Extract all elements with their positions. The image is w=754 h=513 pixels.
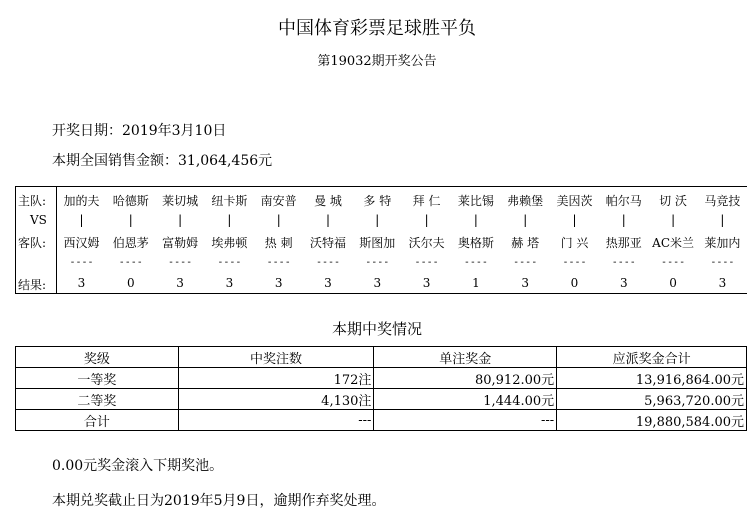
home-team: 南安普: [260, 194, 297, 208]
dash-separator: ----: [168, 257, 193, 268]
away-team: 热 刺: [264, 236, 293, 250]
home-team: 弗赖堡: [507, 194, 544, 208]
vs-divider: |: [324, 213, 332, 227]
dash-separator: ----: [365, 257, 390, 268]
prize-level: 一等奖: [16, 368, 179, 389]
issue-subtitle: 第19032期开奖公告: [317, 54, 437, 69]
match-column: [649, 187, 698, 293]
home-team-row-label: 主队:: [18, 194, 47, 208]
vs-divider: |: [570, 213, 579, 227]
away-team: AC米兰: [652, 236, 695, 250]
home-team: 切 沃: [659, 194, 687, 208]
vs-divider: |: [373, 213, 381, 227]
match-result: 0: [669, 276, 677, 290]
match-column: [106, 187, 155, 293]
away-team: 斯图加: [359, 236, 396, 250]
vs-divider: |: [669, 213, 677, 227]
match-result: 3: [77, 276, 86, 290]
unit-prize: 80,912.00元: [374, 368, 557, 389]
total-prize: 13,916,864.00元: [557, 368, 747, 389]
match-result: 3: [324, 276, 332, 290]
away-team: 伯恩茅: [112, 236, 149, 250]
table-row: [16, 389, 747, 410]
vs-divider: |: [718, 213, 726, 227]
home-team: 莱比锡: [457, 194, 494, 208]
vs-divider: |: [176, 213, 184, 227]
home-team: 纽卡斯: [211, 194, 248, 208]
vs-divider: |: [620, 213, 628, 227]
unit-prize: ---: [374, 410, 557, 431]
away-team: 热那亚: [605, 236, 642, 250]
claim-deadline-note: 本期兑奖截止日为2019年5月9日，逾期作弃奖处理。: [52, 493, 386, 509]
dash-separator: ----: [118, 257, 143, 268]
table-row-total: [16, 410, 747, 431]
match-column: [501, 187, 550, 293]
dash-separator: ----: [661, 257, 686, 268]
dash-separator: ----: [69, 257, 94, 268]
vs-divider: |: [225, 213, 233, 227]
home-team: 帕尔马: [605, 194, 642, 208]
match-column: [254, 187, 303, 293]
match-column: [304, 187, 353, 293]
away-team: 西汉姆: [63, 236, 100, 250]
match-column: [451, 187, 500, 293]
dash-separator: ----: [562, 257, 587, 268]
home-team: 多 特: [363, 194, 392, 208]
dash-separator: ----: [611, 257, 636, 268]
vs-divider: |: [472, 213, 480, 227]
vs-divider: |: [422, 213, 431, 227]
away-team: 门 兴: [560, 236, 589, 250]
vs-row-label: VS: [30, 213, 47, 227]
home-team: 加的夫: [63, 194, 100, 208]
home-team: 马竞技: [704, 194, 741, 208]
column-header-count: 中奖注数: [178, 347, 374, 368]
match-result: 3: [521, 276, 529, 290]
away-team: 沃尔夫: [408, 236, 445, 250]
sales-amount: 本期全国销售金额：31,064,456元: [52, 153, 273, 169]
match-result: 3: [422, 276, 431, 290]
page-title: 中国体育彩票足球胜平负: [278, 18, 476, 39]
match-result: 3: [619, 276, 628, 290]
column-header-level: 奖级: [16, 347, 179, 368]
match-column: [550, 187, 599, 293]
match-column: [57, 187, 106, 293]
home-team: 莱切城: [162, 194, 199, 208]
prize-level: 二等奖: [16, 389, 179, 410]
away-team-row-label: 客队:: [18, 236, 47, 250]
dash-separator: ----: [414, 257, 439, 268]
winner-count: 172注: [178, 368, 374, 389]
prize-table: [15, 346, 747, 431]
match-column: [353, 187, 402, 293]
match-result: 3: [225, 276, 234, 290]
total-prize: 19,880,584.00元: [557, 410, 747, 431]
match-result: 3: [274, 276, 283, 290]
dash-separator: ----: [463, 257, 488, 268]
home-team: 哈德斯: [112, 194, 149, 208]
winner-count: 4,130注: [178, 389, 374, 410]
vs-divider: |: [127, 213, 135, 227]
match-column: [402, 187, 451, 293]
prize-section-heading: 本期中奖情况: [331, 320, 422, 338]
dash-separator: ----: [513, 257, 538, 268]
home-team: 美因茨: [556, 194, 593, 208]
away-team: 沃特福: [309, 236, 346, 250]
result-row-label: 结果:: [18, 278, 47, 292]
match-column: [698, 187, 747, 293]
match-column: [156, 187, 205, 293]
away-team: 奥格斯: [457, 236, 494, 250]
winner-count: ---: [178, 410, 374, 431]
match-result: 3: [373, 276, 382, 290]
vs-divider: |: [77, 213, 86, 227]
total-prize: 5,963,720.00元: [557, 389, 747, 410]
match-column: [205, 187, 254, 293]
match-result: 3: [176, 276, 184, 290]
away-team: 富勒姆: [162, 236, 199, 250]
dash-separator: ----: [315, 257, 341, 268]
dash-separator: ----: [266, 257, 291, 268]
dash-separator: ----: [710, 257, 735, 268]
match-result: 1: [472, 276, 480, 290]
vs-divider: |: [275, 213, 283, 227]
home-team: 曼 城: [314, 194, 342, 208]
column-header-total-prize: 应派奖金合计: [557, 347, 747, 368]
match-result: 0: [570, 276, 579, 290]
match-column: [599, 187, 648, 293]
away-team: 莱加内: [704, 236, 741, 250]
dash-separator: ----: [217, 257, 242, 268]
home-team: 拜 仁: [412, 194, 441, 208]
column-header-unit-prize: 单注奖金: [374, 347, 557, 368]
prize-level: 合计: [16, 410, 179, 431]
match-result: 0: [126, 276, 135, 290]
draw-date: 开奖日期：2019年3月10日: [52, 123, 227, 139]
away-team: 赫 塔: [511, 236, 540, 250]
table-row: [16, 368, 747, 389]
away-team: 埃弗顿: [211, 236, 248, 250]
vs-divider: |: [521, 213, 529, 227]
match-result: 3: [718, 276, 727, 290]
unit-prize: 1,444.00元: [374, 389, 557, 410]
match-results-grid: [15, 186, 747, 294]
rollover-note: 0.00元奖金滚入下期奖池。: [52, 458, 224, 474]
prize-table-header-row: [16, 347, 747, 368]
